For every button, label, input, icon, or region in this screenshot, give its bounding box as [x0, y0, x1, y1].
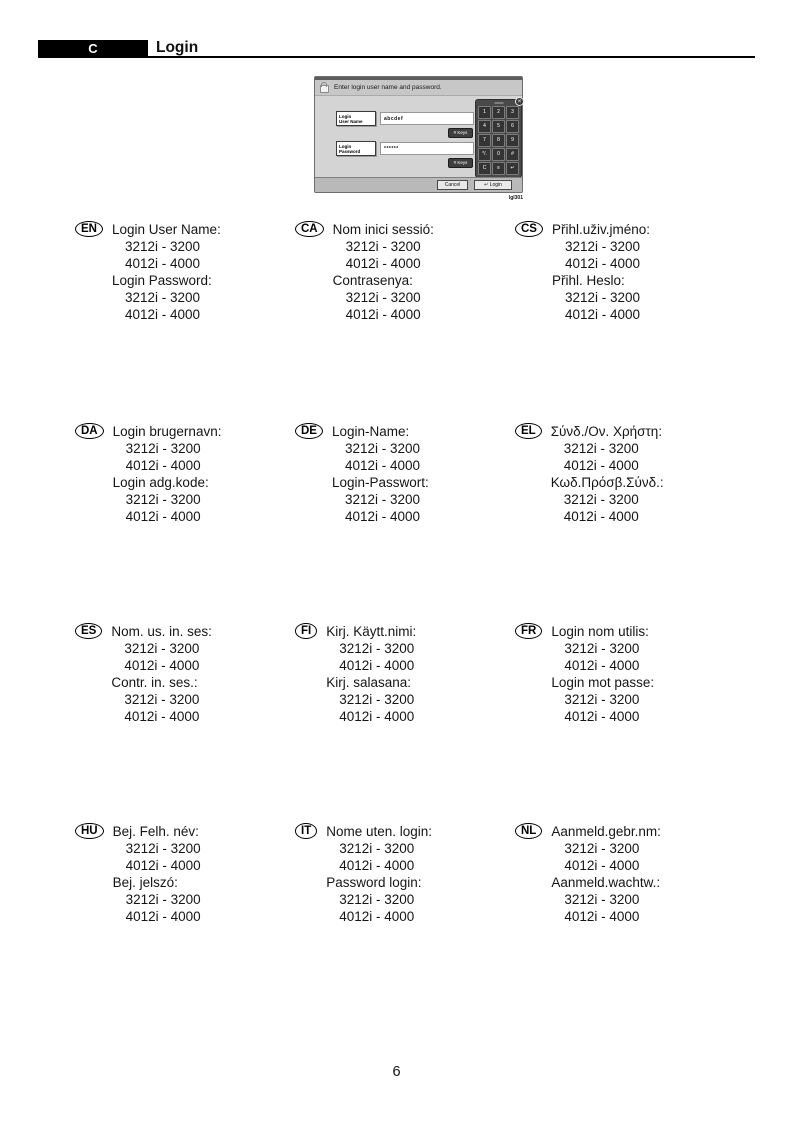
login-username-label: Login User Name: — [111, 222, 221, 237]
model-line: 4012i - 4000 — [125, 509, 201, 524]
model-line: 3212i - 3200 — [125, 441, 201, 456]
login-password-label: Contr. in. ses.: — [111, 675, 198, 690]
model-line: 4012i - 4000 — [124, 709, 200, 724]
password-keys-button[interactable]: # Keys — [448, 158, 473, 168]
model-line: 4012i - 4000 — [339, 858, 415, 873]
login-password-label: Contrasenya: — [332, 273, 413, 288]
language-lines — [113, 823, 201, 925]
language-block-hu — [75, 823, 290, 925]
login-button-label: Login — [489, 182, 502, 188]
model-line: 3212i - 3200 — [564, 892, 640, 907]
login-username-label: Nom inici sessió: — [332, 222, 434, 237]
keypad-key-star[interactable]: */. — [478, 148, 491, 161]
login-username-label: Login nom utilis: — [551, 624, 649, 639]
language-lines — [333, 221, 434, 323]
model-line: 4012i - 4000 — [124, 256, 201, 271]
page-title: Login — [156, 39, 199, 56]
keypad-clear-key[interactable]: C — [478, 162, 491, 175]
keypad-handle — [494, 102, 503, 104]
login-username-label: Kirj. Käytt.nimi: — [326, 624, 417, 639]
enter-icon[interactable]: ↵ — [506, 162, 519, 175]
model-line: 4012i - 4000 — [339, 909, 415, 924]
password-input[interactable]: ****** — [380, 142, 474, 155]
login-password-label: Κωδ.Πρόσβ.Σύνδ.: — [550, 475, 664, 490]
model-line: 3212i - 3200 — [124, 239, 201, 254]
language-block-en — [75, 221, 290, 323]
dialog-title-text: Enter login user name and password. — [334, 84, 442, 91]
login-username-label: Login brugernavn: — [112, 424, 222, 439]
model-line: 3212i - 3200 — [339, 841, 415, 856]
login-username-label: Nome uten. login: — [326, 824, 433, 839]
login-password-label: Přihl. Heslo: — [551, 273, 625, 288]
login-password-label: Aanmeld.wachtw.: — [551, 875, 661, 890]
login-username-label: Bej. Felh. név: — [112, 824, 199, 839]
model-line: 3212i - 3200 — [124, 692, 200, 707]
username-label-line1: Login — [339, 113, 352, 119]
model-line: 3212i - 3200 — [564, 239, 641, 254]
model-line: 3212i - 3200 — [339, 692, 415, 707]
language-block-it — [295, 823, 510, 925]
dialog-bottom-bar — [315, 177, 522, 192]
model-line: 3212i - 3200 — [345, 239, 421, 254]
model-line: 3212i - 3200 — [125, 492, 201, 507]
language-badge: EN — [75, 221, 103, 237]
model-line: 3212i - 3200 — [125, 841, 201, 856]
keypad-key-6[interactable]: 6 — [506, 120, 519, 133]
model-line: 4012i - 4000 — [344, 458, 421, 473]
login-username-label: Nom. us. in. ses: — [111, 624, 212, 639]
language-badge: EL — [515, 423, 542, 439]
language-lines — [551, 823, 661, 925]
language-block-cs — [515, 221, 730, 323]
language-lines — [111, 623, 212, 725]
language-block-el — [515, 423, 730, 525]
username-label-line2: User Name — [339, 119, 363, 124]
login-password-label: Login mot passe: — [551, 675, 655, 690]
model-line: 4012i - 4000 — [339, 709, 415, 724]
language-block-ca — [295, 221, 510, 323]
language-block-da — [75, 423, 290, 525]
language-block-es — [75, 623, 290, 725]
username-input[interactable]: abcdef — [380, 112, 474, 125]
login-username-field-label[interactable] — [336, 111, 376, 126]
model-line: 4012i - 4000 — [344, 509, 421, 524]
model-line: 4012i - 4000 — [564, 909, 640, 924]
list-icon[interactable]: ≡ — [492, 162, 505, 175]
numeric-keypad — [475, 99, 522, 178]
language-badge: NL — [515, 823, 542, 839]
model-line: 3212i - 3200 — [339, 641, 415, 656]
header-rule — [38, 56, 755, 58]
language-lines — [551, 423, 664, 525]
lock-icon — [320, 85, 329, 93]
dialog-title-bar — [315, 80, 522, 96]
language-badge: CA — [295, 221, 324, 237]
model-line: 4012i - 4000 — [563, 458, 639, 473]
model-line: 3212i - 3200 — [564, 290, 641, 305]
model-line: 3212i - 3200 — [563, 441, 639, 456]
model-line: 4012i - 4000 — [564, 858, 640, 873]
login-password-label: Login Password: — [111, 273, 212, 288]
language-badge: DA — [75, 423, 104, 439]
model-line: 4012i - 4000 — [563, 509, 639, 524]
enter-icon: ↵ — [484, 182, 489, 188]
close-icon[interactable]: × — [515, 97, 524, 106]
model-line: 3212i - 3200 — [344, 441, 421, 456]
model-line: 3212i - 3200 — [564, 841, 640, 856]
language-badge: DE — [295, 423, 323, 439]
keypad-key-hash[interactable]: # — [506, 148, 519, 161]
login-username-label: Login-Name: — [331, 424, 410, 439]
cancel-button[interactable]: Cancel — [437, 180, 468, 190]
login-username-label: Aanmeld.gebr.nm: — [551, 824, 661, 839]
model-line: 3212i - 3200 — [125, 892, 201, 907]
login-password-label: Bej. jelszó: — [112, 875, 178, 890]
language-lines — [332, 423, 429, 525]
model-line: 4012i - 4000 — [339, 658, 415, 673]
language-block-fr — [515, 623, 730, 725]
figure-caption: lgl301 — [508, 195, 523, 201]
login-username-label: Přihl.uživ.jméno: — [551, 222, 651, 237]
keypad-key-2[interactable]: 2 — [492, 106, 505, 119]
login-password-label: Password login: — [326, 875, 422, 890]
model-line: 3212i - 3200 — [124, 641, 200, 656]
page-number: 6 — [392, 1064, 401, 1080]
language-badge: IT — [295, 823, 317, 839]
login-password-field-label[interactable] — [336, 141, 376, 156]
model-line: 4012i - 4000 — [125, 909, 201, 924]
username-keys-button[interactable]: # Keys — [448, 128, 473, 138]
language-lines — [113, 423, 222, 525]
model-line: 3212i - 3200 — [344, 492, 421, 507]
login-password-label: Login-Passwort: — [331, 475, 429, 490]
model-line: 3212i - 3200 — [345, 290, 421, 305]
keypad-key-0[interactable]: 0 — [492, 148, 505, 161]
keypad-key-1[interactable]: 1 — [478, 106, 491, 119]
login-dialog — [314, 76, 523, 193]
language-lines — [112, 221, 221, 323]
model-line: 3212i - 3200 — [339, 892, 415, 907]
language-lines — [551, 623, 654, 725]
language-badge: FI — [295, 623, 317, 639]
language-badge: ES — [75, 623, 102, 639]
login-password-label: Login adg.kode: — [112, 475, 209, 490]
language-lines — [326, 623, 416, 725]
login-button[interactable] — [474, 180, 512, 190]
model-line: 3212i - 3200 — [564, 641, 640, 656]
keypad-key-9[interactable]: 9 — [506, 134, 519, 147]
language-badge: FR — [515, 623, 542, 639]
language-badge: HU — [75, 823, 104, 839]
language-block-de — [295, 423, 510, 525]
model-line: 4012i - 4000 — [564, 658, 640, 673]
language-lines — [552, 221, 650, 323]
keypad-key-3[interactable]: 3 — [506, 106, 519, 119]
model-line: 4012i - 4000 — [564, 709, 640, 724]
model-line: 4012i - 4000 — [564, 256, 641, 271]
keypad-key-4[interactable]: 4 — [478, 120, 491, 133]
password-label-line2: Password — [339, 149, 361, 154]
model-line: 3212i - 3200 — [563, 492, 639, 507]
appendix-letter-bar: C — [38, 40, 148, 57]
login-username-label: Σύνδ./Ον. Χρήστη: — [550, 424, 663, 439]
login-password-label: Kirj. salasana: — [326, 675, 412, 690]
keypad-keys — [478, 106, 519, 175]
model-line: 4012i - 4000 — [564, 307, 641, 322]
model-line: 4012i - 4000 — [124, 307, 201, 322]
password-label-line1: Login — [339, 143, 352, 149]
model-line: 3212i - 3200 — [564, 692, 640, 707]
language-block-nl — [515, 823, 730, 925]
model-line: 4012i - 4000 — [345, 256, 421, 271]
language-lines — [326, 823, 432, 925]
keypad-key-8[interactable]: 8 — [492, 134, 505, 147]
keypad-key-7[interactable]: 7 — [478, 134, 491, 147]
keypad-key-5[interactable]: 5 — [492, 120, 505, 133]
model-line: 3212i - 3200 — [124, 290, 201, 305]
model-line: 4012i - 4000 — [125, 858, 201, 873]
model-line: 4012i - 4000 — [124, 658, 200, 673]
language-block-fi — [295, 623, 510, 725]
model-line: 4012i - 4000 — [125, 458, 201, 473]
language-badge: CS — [515, 221, 543, 237]
model-line: 4012i - 4000 — [345, 307, 421, 322]
